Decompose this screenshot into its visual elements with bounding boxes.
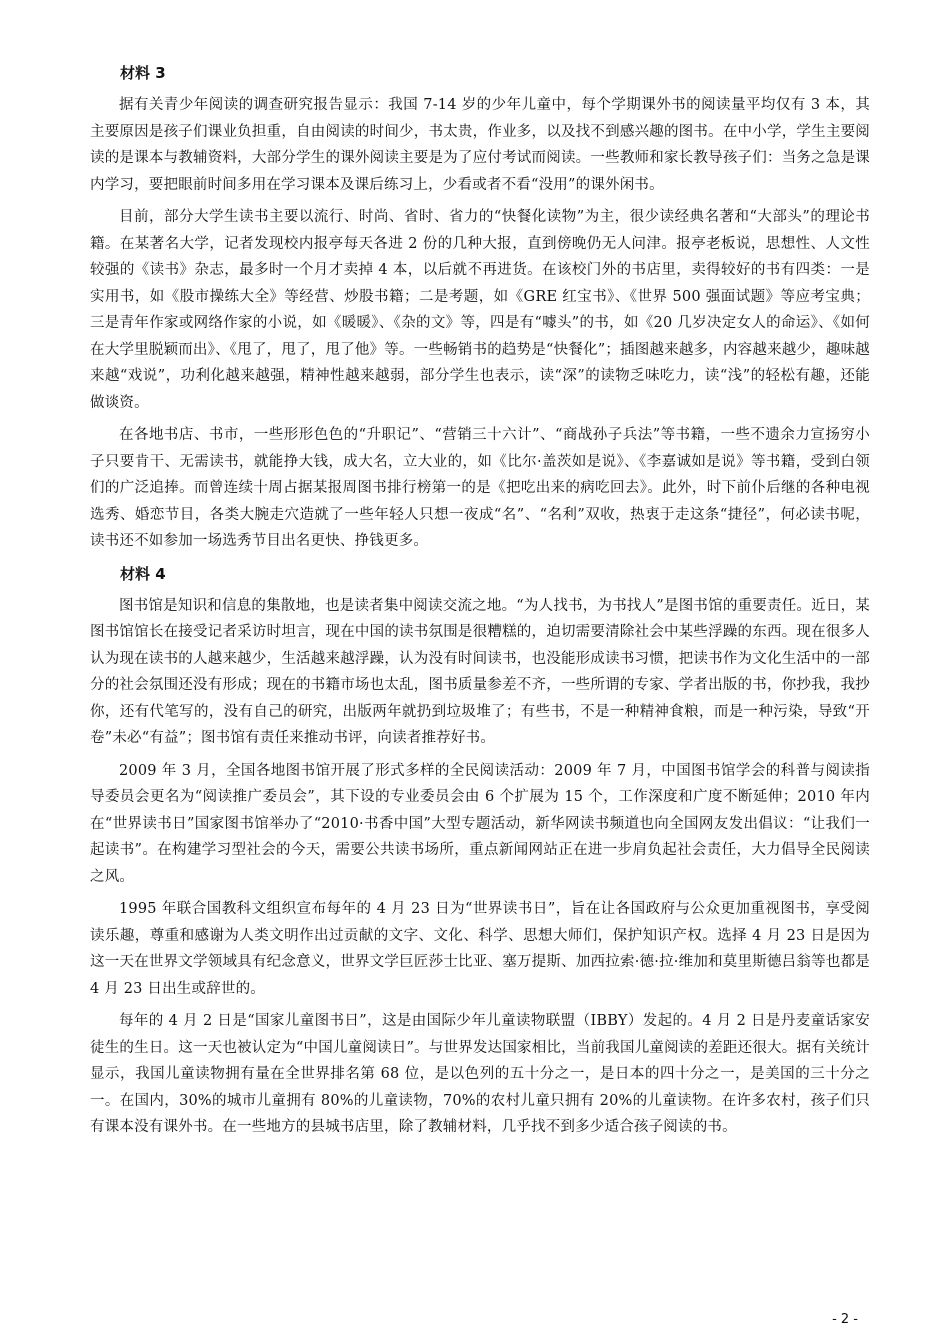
material-3-paragraph-1: 据有关青少年阅读的调查研究报告显示：我国 7-14 岁的少年儿童中，每个学期课外书的阅读量平均仅有 3 本，其主要原因是孩子们课业负担重，自由阅读的时间少，书太贵，作业多，以及找不到感兴趣的图书。在中小学，学生主要阅读的是课本与教辅资料，大部分学生的课外阅读主要是为了应付考试而阅读。一些教师和家长教导孩子们：当务之急是课内学习，要把眼前时间多用在学习课本及课后练习上，少看或者不看“没用”的课外闲书。 [90, 97, 870, 193]
material-4-paragraph-3: 1995 年联合国教科文组织宣布每年的 4 月 23 日为“世界读书日”，旨在让各国政府与公众更加重视图书，享受阅读乐趣，尊重和感谢为人类文明作出过贡献的文字、文化、科学、思想大师们，保护知识产权。选择 4 月 23 日是因为这一天在世界文学领域具有纪念意义，世界文学巨匠莎士比亚、塞万提斯、加西拉索·德·拉·维加和莫里斯德吕翁等也都是 4 月 23 日出生或辞世的。 [90, 901, 870, 997]
material-4-paragraph-2: 2009 年 3 月，全国各地图书馆开展了形式多样的全民阅读活动：2009 年 7 月，中国图书馆学会的科普与阅读指导委员会更名为“阅读推广委员会”，其下设的专业委员会由 6 个扩展为 15 个，工作深度和广度不断延伸；2010 年内在“世界读书日”国家图书馆举办了“2010·书香中国”大型专题活动，新华网读书频道也向全国网友发出倡议：“让我们一起读书”。在构建学习型社会的今天，需要公共读书场所，重点新闻网站正在进一步肩负起社会责任，大力倡导全民阅读之风。 [90, 762, 870, 885]
page-number: - 2 - [832, 1312, 858, 1327]
material-4-paragraph-4: 每年的 4 月 2 日是“国家儿童图书日”，这是由国际少年儿童读物联盟（IBBY）发起的。4 月 2 日是丹麦童话家安徒生的生日。这一天也被认定为“中国儿童阅读日”。与世界发达国家相比，当前我国儿童阅读的差距还很大。据有关统计显示，我国儿童读物拥有量在全世界排名第 68 位，是以色列的五十分之一，是日本的四十分之一，是美国的三十分之一。在国内，30%的城市儿童拥有 80%的儿童读物，70%的农村儿童只拥有 20%的儿童读物。在许多农村，孩子们只有课本没有课外书。在一些地方的县城书店里，除了教辅材料，几乎找不到多少适合孩子阅读的书。 [90, 1013, 870, 1135]
material-4-heading: 材料 4 [120, 564, 166, 583]
material-3-paragraph-3: 在各地书店、书市，一些形形色色的“升职记”、“营销三十六计”、“商战孙子兵法”等书籍，一些不遗余力宣扬穷小子只要肯干、无需读书，就能挣大钱，成大名，立大业的，如《比尔·盖茨如是说》、《李嘉诚如是说》等书籍，受到白领们的广泛追捧。而曾连续十周占据某报周图书排行榜第一的是《把吃出来的病吃回去》。此外，时下前仆后继的各种电视选秀、婚恋节目，各类大腕走穴造就了一些年轻人只想一夜成“名”、“名利”双收，热衷于走这条“捷径”，何必读书呢，读书还不如参加一场选秀节目出名更快、挣钱更多。 [90, 427, 870, 549]
material-4-paragraph-1: 图书馆是知识和信息的集散地，也是读者集中阅读交流之地。“为人找书，为书找人”是图书馆的重要责任。近日，某图书馆馆长在接受记者采访时坦言，现在中国的读书氛围是很糟糕的，迫切需要清除社会中某些浮躁的东西。现在很多人认为现在读书的人越来越少，生活越来越浮躁，认为没有时间读书，也没能形成读书习惯，把读书作为文化生活中的一部分的社会氛围还没有形成；现在的书籍市场也太乱，图书质量参差不齐，一些所谓的专家、学者出版的书，你抄我，我抄你，还有代笔写的，没有自己的研究，出版两年就扔到垃圾堆了；有些书，不是一种精神食粮，而是一种污染，导致“开卷”未必“有益”；图书馆有责任来推动书评，向读者推荐好书。 [90, 597, 870, 746]
material-3-paragraph-2: 目前，部分大学生读书主要以流行、时尚、省时、省力的“快餐化读物”为主，很少读经典名著和“大部头”的理论书籍。在某著名大学，记者发现校内报亭每天各进 2 份的几种大报，直到傍晚仍无人问津。报亭老板说，思想性、人文性较强的《读书》杂志，最多时一个月才卖掉 4 本，以后就不再进货。在该校门外的书店里，卖得较好的书有四类：一是实用书，如《股市操练大全》等经营、炒股书籍；二是考题，如《GRE 红宝书》、《世界 500 强面试题》等应考宝典；三是青年作家或网络作家的小说，如《暖暖》、《杂的文》等，四是有“噱头”的书，如《20 几岁决定女人的命运》、《如何在大学里脱颖而出》、《甩了，甩了，甩了他》等。一些畅销书的趋势是“快餐化”；插图越来越多，内容越来越少，趣味越来越“戏说”，功利化越来越强，精神性越来越弱，部分学生也表示，读“深”的读物乏味吃力，读“浅”的轻松有趣，还能做谈资。 [90, 209, 871, 411]
material-3-heading: 材料 3 [120, 64, 166, 82]
document-page [90, 60, 870, 1147]
